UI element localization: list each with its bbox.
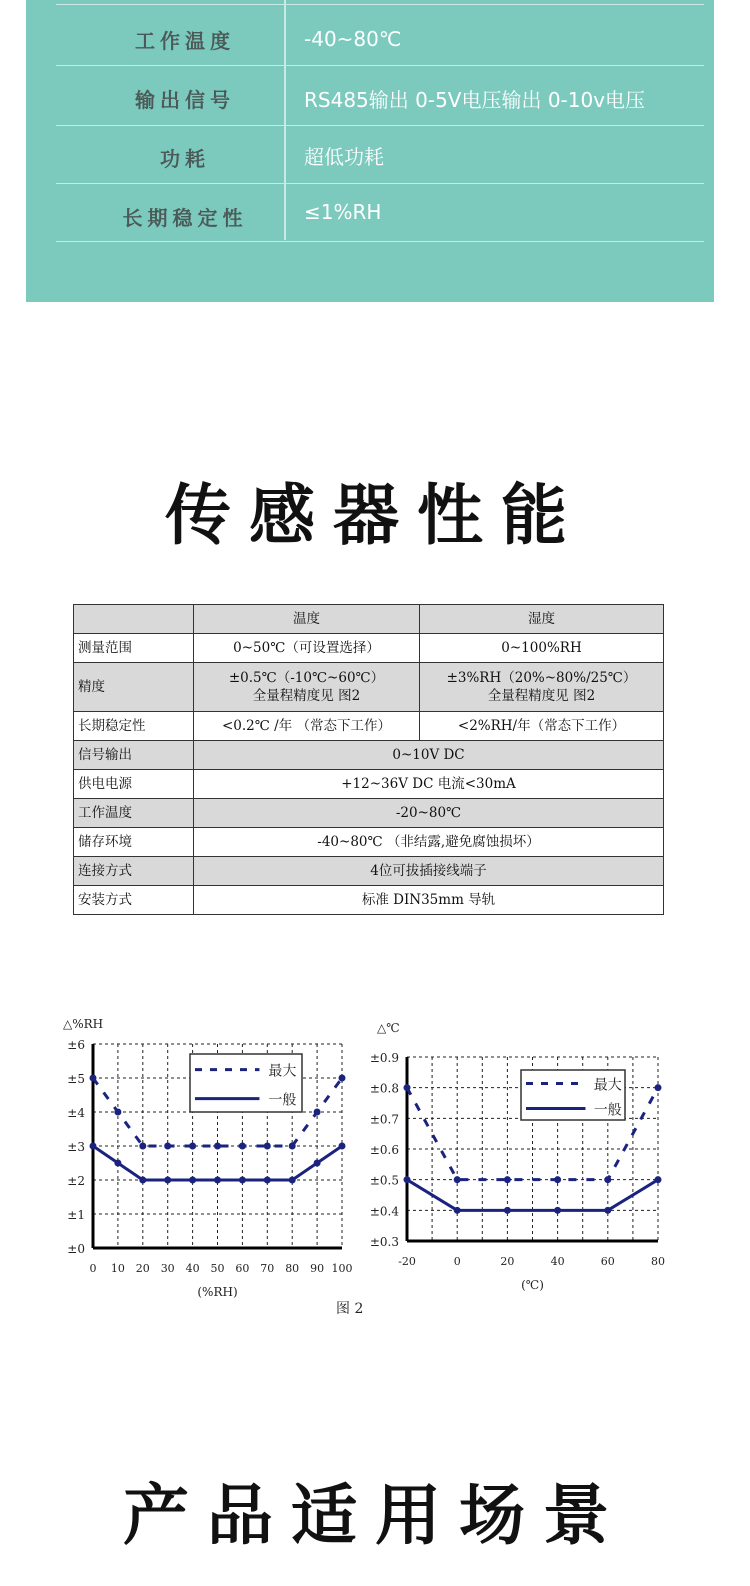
data-point [189, 1177, 196, 1184]
hum-cell: <2%RH/年（常态下工作） [420, 712, 664, 741]
x-tick-label: 100 [331, 1262, 353, 1275]
header-cell: 湿度 [420, 605, 664, 634]
x-tick-label: 80 [285, 1262, 300, 1275]
data-point [214, 1177, 221, 1184]
temperature-accuracy-chart [360, 1010, 680, 1300]
header-cell [74, 605, 194, 634]
x-tick-label: 0 [453, 1255, 461, 1268]
row-label: 信号输出 [74, 741, 194, 770]
table-row [74, 886, 664, 915]
legend-label: 一般 [268, 1092, 297, 1109]
y-tick-label: ±0.8 [369, 1081, 399, 1096]
data-point [504, 1207, 511, 1214]
row-label: 输出信号 [135, 88, 235, 112]
data-point [239, 1143, 246, 1150]
row-label: 储存环境 [74, 828, 194, 857]
y-tick-label: ±0.7 [369, 1112, 399, 1127]
y-tick-label: ±4 [67, 1106, 85, 1120]
value-cell: 0~10V DC [194, 741, 664, 770]
data-point [314, 1160, 321, 1167]
row-label: 安装方式 [74, 886, 194, 915]
hum-line: ±3%RH（20%~80%/25℃） [446, 670, 637, 686]
spec-summary-panel [26, 0, 714, 302]
x-tick-label: 60 [600, 1255, 615, 1268]
value-cell: 标准 DIN35mm 导轨 [194, 886, 664, 915]
hum-line: 全量程精度见 图2 [487, 688, 596, 704]
y-axis-label: △℃ [377, 1021, 400, 1035]
row-label: 功耗 [160, 147, 210, 171]
x-tick-label: 40 [550, 1255, 565, 1268]
y-tick-label: ±0.6 [369, 1143, 399, 1157]
section-title-applications: 产品适用场景 [123, 1477, 627, 1554]
x-tick-label: 10 [110, 1262, 125, 1275]
x-axis-label: (%RH) [197, 1285, 238, 1299]
data-point [289, 1177, 296, 1184]
table-row [74, 857, 664, 886]
row-label: 精度 [74, 663, 194, 712]
y-tick-label: ±2 [67, 1174, 85, 1188]
data-point [164, 1177, 171, 1184]
row-label: 工作温度 [135, 29, 235, 53]
row-label: 长期稳定性 [122, 206, 248, 230]
y-tick-label: ±0.3 [369, 1235, 399, 1249]
value-cell: -20~80℃ [194, 799, 664, 828]
data-point [139, 1177, 146, 1184]
data-point [655, 1176, 662, 1183]
row-label: 供电电源 [74, 770, 194, 799]
x-axis-label: (℃) [521, 1278, 544, 1292]
data-point [554, 1176, 561, 1183]
data-point [604, 1176, 611, 1183]
figure-caption: 图 2 [336, 1301, 364, 1317]
row-value: ≤1%RH [304, 200, 382, 224]
legend-label: 最大 [593, 1077, 622, 1094]
x-tick-label: 0 [89, 1262, 97, 1275]
row-label: 连接方式 [74, 857, 194, 886]
y-tick-label: ±0.9 [369, 1051, 399, 1065]
temp-line: 全量程精度见 图2 [252, 688, 361, 704]
hum-cell [420, 663, 664, 712]
table-row [74, 712, 664, 741]
temp-cell: 0~50℃（可设置选择） [194, 634, 420, 663]
data-point [114, 1160, 121, 1167]
x-tick-label: 20 [500, 1255, 515, 1268]
value-cell: +12~36V DC 电流<30mA [194, 770, 664, 799]
y-tick-label: ±0.4 [369, 1204, 399, 1219]
temp-cell: <0.2℃ /年 （常态下工作） [194, 712, 420, 741]
data-point [504, 1176, 511, 1183]
y-tick-label: ±0 [67, 1242, 85, 1256]
x-tick-label: 60 [235, 1262, 250, 1275]
data-point [655, 1084, 662, 1091]
y-tick-label: ±0.5 [369, 1173, 399, 1188]
row-label: 长期稳定性 [74, 712, 194, 741]
data-point [339, 1143, 346, 1150]
temp-line: ±0.5℃（-10℃~60℃） [228, 670, 385, 686]
x-tick-label: 40 [185, 1262, 200, 1275]
data-point [164, 1143, 171, 1150]
y-tick-label: ±6 [67, 1038, 85, 1052]
legend-label: 最大 [268, 1063, 297, 1080]
row-label: 测量范围 [74, 634, 194, 663]
data-point [289, 1143, 296, 1150]
table-row [74, 799, 664, 828]
x-tick-label: -20 [398, 1255, 416, 1268]
data-point [189, 1143, 196, 1150]
data-point [214, 1143, 221, 1150]
data-point [404, 1084, 411, 1091]
table-row [74, 828, 664, 857]
legend-label: 一般 [593, 1102, 622, 1119]
data-point [604, 1207, 611, 1214]
data-point [554, 1207, 561, 1214]
value-cell: -40~80℃ （非结露,避免腐蚀损坏） [194, 828, 664, 857]
table-row [74, 634, 664, 663]
spec-table [73, 604, 664, 915]
value-cell: 4位可拔插接线端子 [194, 857, 664, 886]
table-row [74, 741, 664, 770]
row-value: 超低功耗 [304, 145, 384, 169]
series-line-一般 [93, 1146, 342, 1180]
data-point [454, 1176, 461, 1183]
data-point [339, 1075, 346, 1082]
y-axis-label: △%RH [63, 1017, 104, 1031]
table-row [74, 770, 664, 799]
temp-cell [194, 663, 420, 712]
data-point [139, 1143, 146, 1150]
x-tick-label: 90 [310, 1262, 325, 1275]
x-tick-label: 20 [135, 1262, 150, 1275]
row-label: 工作温度 [74, 799, 194, 828]
x-tick-label: 80 [651, 1255, 665, 1268]
header-cell: 温度 [194, 605, 420, 634]
data-point [239, 1177, 246, 1184]
x-tick-label: 70 [260, 1262, 275, 1275]
data-point [264, 1143, 271, 1150]
table-row [74, 663, 664, 712]
section-title-performance: 传感器性能 [165, 477, 585, 554]
data-point [90, 1075, 97, 1082]
hum-cell: 0~100%RH [420, 634, 664, 663]
data-point [454, 1207, 461, 1214]
data-point [404, 1176, 411, 1183]
y-tick-label: ±3 [67, 1140, 85, 1154]
humidity-accuracy-chart [55, 1010, 355, 1310]
x-tick-label: 50 [210, 1262, 225, 1275]
data-point [90, 1143, 97, 1150]
y-tick-label: ±5 [67, 1072, 85, 1086]
data-point [314, 1109, 321, 1116]
data-point [264, 1177, 271, 1184]
row-value: -40~80℃ [304, 27, 402, 51]
table-header [74, 605, 664, 634]
y-tick-label: ±1 [67, 1208, 85, 1222]
x-tick-label: 30 [160, 1262, 175, 1275]
row-value: RS485输出 0-5V电压输出 0-10v电压 [304, 88, 646, 112]
data-point [114, 1109, 121, 1116]
